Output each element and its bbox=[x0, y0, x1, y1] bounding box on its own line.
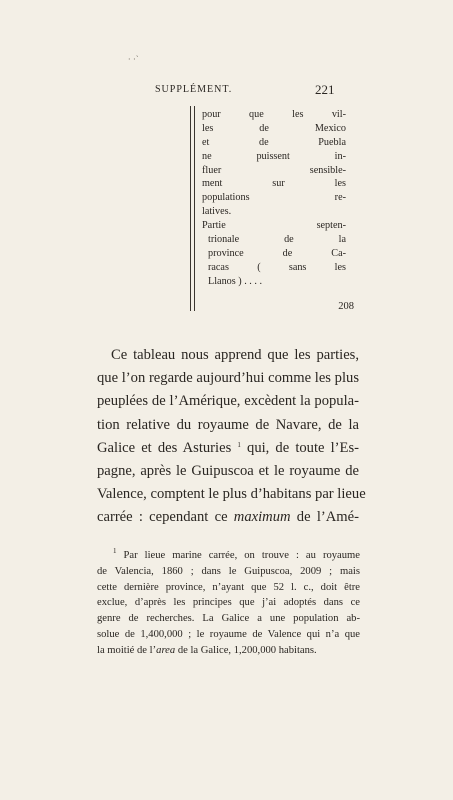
footnote-line: exclue, d’après les principes que j’ai adoptés dans ce bbox=[97, 597, 360, 609]
body-line bbox=[97, 506, 359, 529]
body-line bbox=[97, 437, 359, 460]
table-line: pour que les vil- bbox=[202, 109, 346, 120]
footnote-line bbox=[97, 643, 360, 659]
table-line: racas ( sans les bbox=[208, 261, 346, 273]
table-value: 208 bbox=[338, 301, 354, 312]
body-line: que l’on regarde aujourd’hui comme les plus bbox=[97, 370, 359, 387]
table-line: trionale de la bbox=[208, 234, 346, 246]
footnote-line: genre de recherches. La Galice a une population ab- bbox=[97, 613, 360, 625]
footnote-italic-term: area bbox=[156, 644, 176, 656]
footnote-reference: 1 bbox=[237, 440, 241, 449]
body-italic-term: maximum bbox=[233, 509, 291, 526]
table-line: ment sur les bbox=[202, 178, 346, 190]
table-line: province de Ca- bbox=[208, 247, 346, 259]
body-paragraph bbox=[97, 344, 366, 530]
footnote-line: de Valencia, 1860 ; dans le Guipuscoa, 2009 ; mais bbox=[97, 565, 360, 577]
page-number: 221 bbox=[315, 82, 335, 97]
footnote-line-part: de la Galice, 1,200,000 habitans. bbox=[177, 644, 317, 656]
footnote-line-part: la moitié de l’ bbox=[97, 644, 157, 656]
population-table-fragment bbox=[186, 106, 356, 312]
table-double-rule-right bbox=[194, 106, 195, 311]
running-title: SUPPLÉMENT. bbox=[155, 84, 233, 95]
body-line: pagne, après le Guipuscoa et le royaume de bbox=[97, 462, 359, 479]
body-line-part: qui, de toute l’Es- bbox=[247, 439, 359, 456]
footnote-line: solue de 1,400,000 ; le royaume de Valence qui n’a que bbox=[97, 628, 360, 640]
page-header bbox=[0, 84, 453, 102]
body-line: tion relative du royaume de Navare, de la bbox=[97, 416, 359, 433]
table-line: et de Puebla bbox=[202, 136, 346, 148]
body-line-part: Galice et des Asturies bbox=[97, 439, 232, 456]
margin-mark: · ·` bbox=[128, 55, 140, 64]
footnote-line bbox=[97, 548, 360, 564]
table-line: les de Mexico bbox=[202, 122, 346, 134]
table-line: latives. bbox=[202, 206, 232, 218]
table-line: Llanos ) . . . . bbox=[208, 275, 263, 287]
footnote bbox=[97, 548, 360, 659]
table-line: populations re- bbox=[202, 192, 346, 204]
footnote-line: cette dernière province, n’ayant que 52 l. c., doit être bbox=[97, 581, 360, 593]
footnote-line-part: Par lieue marine carrée, on trouve : au royaume bbox=[123, 550, 361, 561]
body-line: Ce tableau nous apprend que les parties, bbox=[111, 347, 359, 363]
table-double-rule-left bbox=[190, 106, 191, 311]
table-line: fluer sensible- bbox=[202, 164, 346, 176]
body-line: peuplées de l’Amérique, excèdent la popula- bbox=[97, 393, 359, 410]
body-line: Valence, comptent le plus d’habitans par lieue bbox=[97, 486, 366, 503]
body-line-part: carrée : cependant ce bbox=[97, 509, 228, 526]
table-entry-text bbox=[202, 108, 346, 289]
body-line-part: de l’Amé- bbox=[296, 509, 359, 526]
table-line: ne puissent in- bbox=[202, 150, 346, 162]
footnote-marker: 1 bbox=[113, 547, 117, 555]
table-line: Partie septen- bbox=[202, 220, 346, 232]
